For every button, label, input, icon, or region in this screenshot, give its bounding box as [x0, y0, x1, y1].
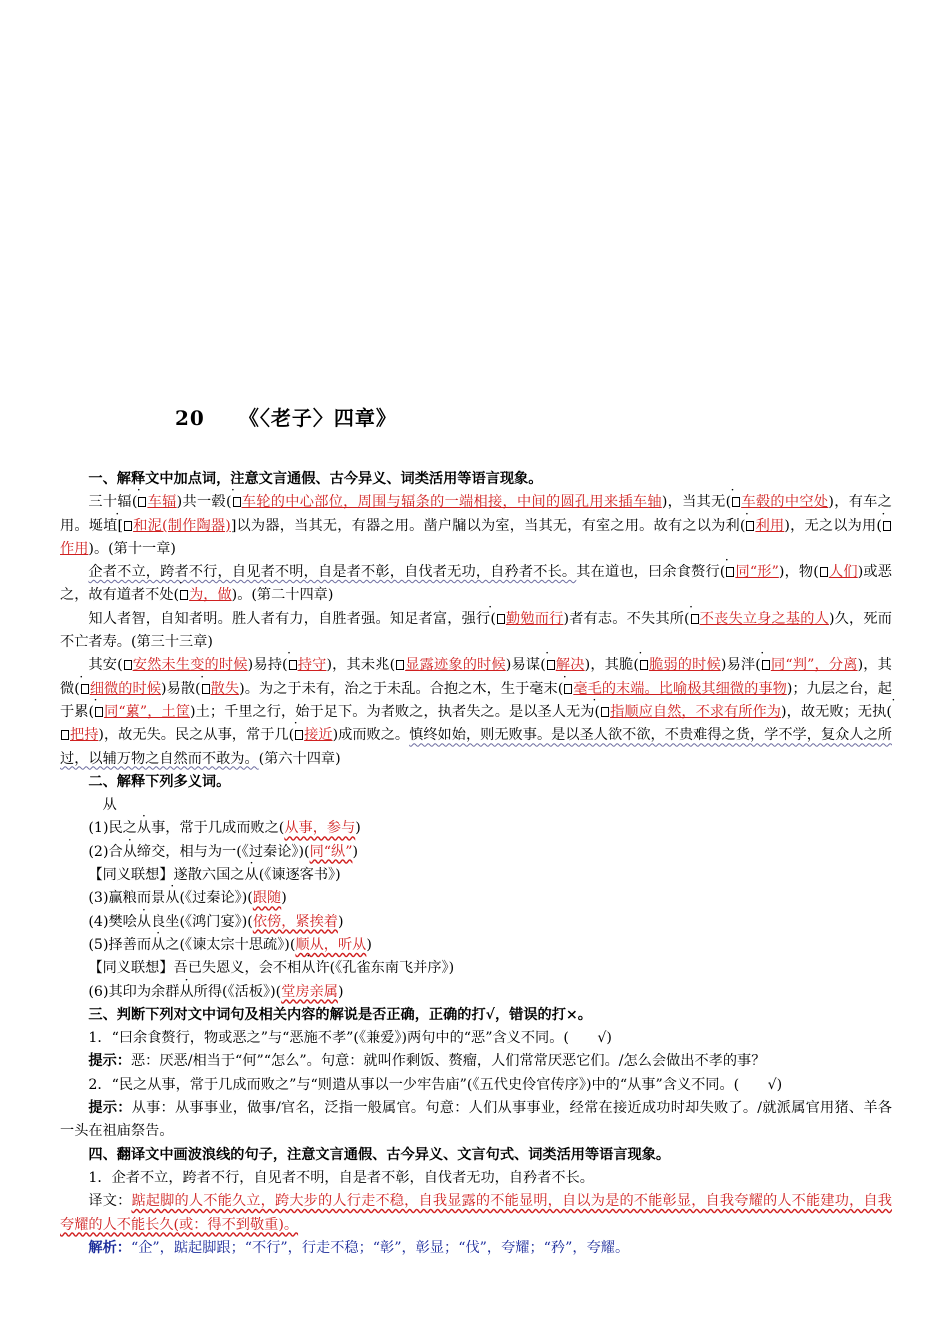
polysemy-item: (2)合从缔交，相与为一(《过秦论》)(同“纵”): [88, 843, 358, 860]
answer: 车轮的中心部位，周围与辐条的一端相接，中间的圆孔用来插车轴: [241, 494, 662, 511]
answer: 安然未生变的时候: [132, 657, 248, 674]
lesson-title: 《〈老子〉四章》: [238, 406, 397, 430]
polysemy-item: (1)民之从事，常于几成而败之(从事，参与): [88, 820, 361, 837]
content: [60, 468, 892, 1260]
hint-1: 提示：恶：厌恶/相当于“何”“怎么”。句意：就叫作剩饭、赘瘤，人们常常厌恶它们。/怎么会做出不孝的事？: [88, 1053, 766, 1070]
answer: 不丧失立身之基的人: [699, 610, 829, 627]
polysemy-item: (3)赢粮而景从(《过秦论》)(跟随): [88, 890, 287, 907]
translation-answer: 译文：踮起脚的人不能久立，跨大步的人行走不稳，自我显露的不能显明，自以为是的不能彰显，自我夸耀的人不能建功，自我夸耀的人不能长久(或：得不到敬重)。: [60, 1193, 892, 1233]
answer: 同“判”，分离: [770, 657, 858, 674]
translation-text: 踮起脚的人不能久立，跨大步的人行走不稳，自我显露的不能显明，自以为是的不能彰显，自我夸耀的人不能建功，自我夸耀的人不能长久(或：得不到敬重)。: [60, 1193, 892, 1233]
answer: 人们: [828, 564, 858, 581]
page-title: [175, 402, 397, 431]
paragraph-chapter-64: 其安( 安然未生变的时候)易持( 持守)，其未兆( 显露迹象的时候)易谋( 解决)，其脆( 脆弱的时候)易泮( 同“判”，分离)，其微( 细微的时候)易散( 散失)。为之于未有，治之于未乱。合抱之木，生于毫末( 毫毛的末端。比喻极其细微的事物)；九层之台，起于累( 同“蔂”，土筐)土；千里之行，始于足下。为者败之，执者失之。是以圣人无为( 指顺应自然，不求有所作为)，故无败；无执(把持)，故无失。民之从事，常于几( 接近)成而败之。慎终如始，则无败事。是以圣人欲不欲，不贵难得之货，学不学，复众人之所过，以辅万物之自然而不敢为。(第六十四章): [60, 657, 892, 767]
polysemy-word: 从: [102, 797, 117, 814]
answer: 堂房亲属: [281, 983, 338, 1000]
section-4-heading: 四、翻译文中画波浪线的句子，注意文言通假、古今异义、文言句式、词类活用等语言现象。: [88, 1146, 671, 1163]
section-2-heading: 二、解释下列多义词。: [88, 773, 231, 790]
answer: 脆弱的时候: [648, 657, 721, 674]
answer: 持守: [297, 657, 327, 674]
answer: 利用: [755, 517, 785, 534]
answer: 和泥(制作陶器): [133, 517, 231, 534]
answer: 勤勉而行: [505, 610, 564, 627]
translation-question-1: 1．企者不立，跨者不行，自见者不明，自是者不彰，自伐者无功，自矜者不长。: [88, 1169, 594, 1186]
answer: 车毂的中空处: [741, 494, 829, 511]
synonym-association: 【同义联想】吾已失恩义，会不相从许(《孔雀东南飞并序》): [88, 960, 455, 977]
answer: 毫毛的末端。比喻极其细微的事物: [573, 680, 787, 697]
answer: 同“蔂”，土筐: [104, 703, 190, 720]
judgment-question-2: 2．“民之从事，常于几成而败之”与“则遣从事以一少牢告庙”(《五代史伶官传序》)中的“从事”含义不同。( √): [60, 1074, 892, 1097]
answer: 把持: [70, 727, 99, 744]
analysis: 解析：“企”，踮起脚跟；“不行”，行走不稳；“彰”，彰显；“伐”，夸耀；“矜”，夸耀。: [88, 1239, 630, 1256]
section-1-heading: 一、解释文中加点词，注意文言通假、古今异义、词类活用等语言现象。: [88, 471, 543, 487]
answer: 同“纵”: [309, 843, 353, 860]
answer: 跟随: [252, 890, 282, 907]
answer: 同“形”: [735, 564, 779, 581]
answer: 解决: [555, 657, 585, 674]
answer: 依傍，紧挨着: [252, 913, 338, 930]
hint-2: 提示：从事：从事事业，做事/官名，泛指一般属官。句意：人们从事事业，经常在接近成功时却失败了。/就派属官用猪、羊各一头在祖庙祭告。: [60, 1100, 892, 1140]
synonym-association: 【同义联想】遂散六国之从(《谏逐客书》): [88, 867, 341, 884]
check-mark: √: [767, 1076, 777, 1093]
answer: 细微的时候: [89, 680, 161, 697]
paragraph-chapter-33: 知人者智，自知者明。胜人者有力，自胜者强。知足者富，强行( 勤勉而行)者有志。不失其所( 不丧失立身之基的人)久，死而不亡者寿。(第三十三章): [60, 610, 892, 651]
answer: 接近: [304, 727, 333, 744]
judgment-question-1: 1．“曰余食赘行，物或恶之”与“恶施不孝”(《兼爱》)两句中的“恶”含义不同。( √): [60, 1027, 892, 1050]
answer: 车辐: [147, 494, 177, 511]
section-3-heading: 三、判断下列对文中词句及相关内容的解说是否正确，正确的打√，错误的打×。: [88, 1006, 592, 1023]
check-mark: √: [597, 1030, 607, 1047]
answer: 从事，参与: [284, 820, 356, 837]
blank-box: [138, 497, 146, 507]
answer: 为，做: [189, 587, 232, 604]
wavy-sentence: 企者不立，跨者不行，自见者不明，自是者不彰，自伐者无功，自矜者不长。: [88, 564, 577, 581]
answer: 指顺应自然，不求有所作为: [610, 703, 782, 720]
paragraph-chapter-11: 三十辐( 车辐)共一毂( 车轮的中心部位，周围与辐条的一端相接，中间的圆孔用来插车轴)，当其无( 车毂的中空处)，有车之用。埏埴[ 和泥(制作陶器)]以为器，当其无，有器之用。凿户牖以为室，当其无，有室之用。故有之以为利( 利用)，无之以为用(作用)。(第十一章): [60, 494, 892, 557]
polysemy-item: (6)其印为余群从所得(《活板》)(堂房亲属): [88, 983, 344, 1000]
wavy-sentence: 慎终如始，则无败事。是以圣人欲不欲，不贵难得之货，学不学，复众人之所过，以辅万物之自然而不敢为。: [60, 727, 892, 767]
paragraph-chapter-24: 企者不立，跨者不行，自见者不明，自是者不彰，自伐者无功，自矜者不长。其在道也，曰余食赘行( 同“形”)，物( 人们)或恶之，故有道者不处( 为，做)。(第二十四章): [60, 564, 892, 604]
polysemy-item: (5)择善而从之(《谏太宗十思疏》)(顺从，听从): [88, 936, 372, 953]
lesson-number: 20: [175, 406, 205, 430]
answer: 显露迹象的时候: [405, 657, 506, 674]
answer: 作用: [60, 540, 89, 557]
polysemy-item: (4)樊哙从良坐(《鸿门宴》)(依傍，紧挨着): [88, 913, 344, 930]
answer: 散失: [210, 680, 240, 697]
answer: 顺从，听从: [295, 936, 367, 953]
